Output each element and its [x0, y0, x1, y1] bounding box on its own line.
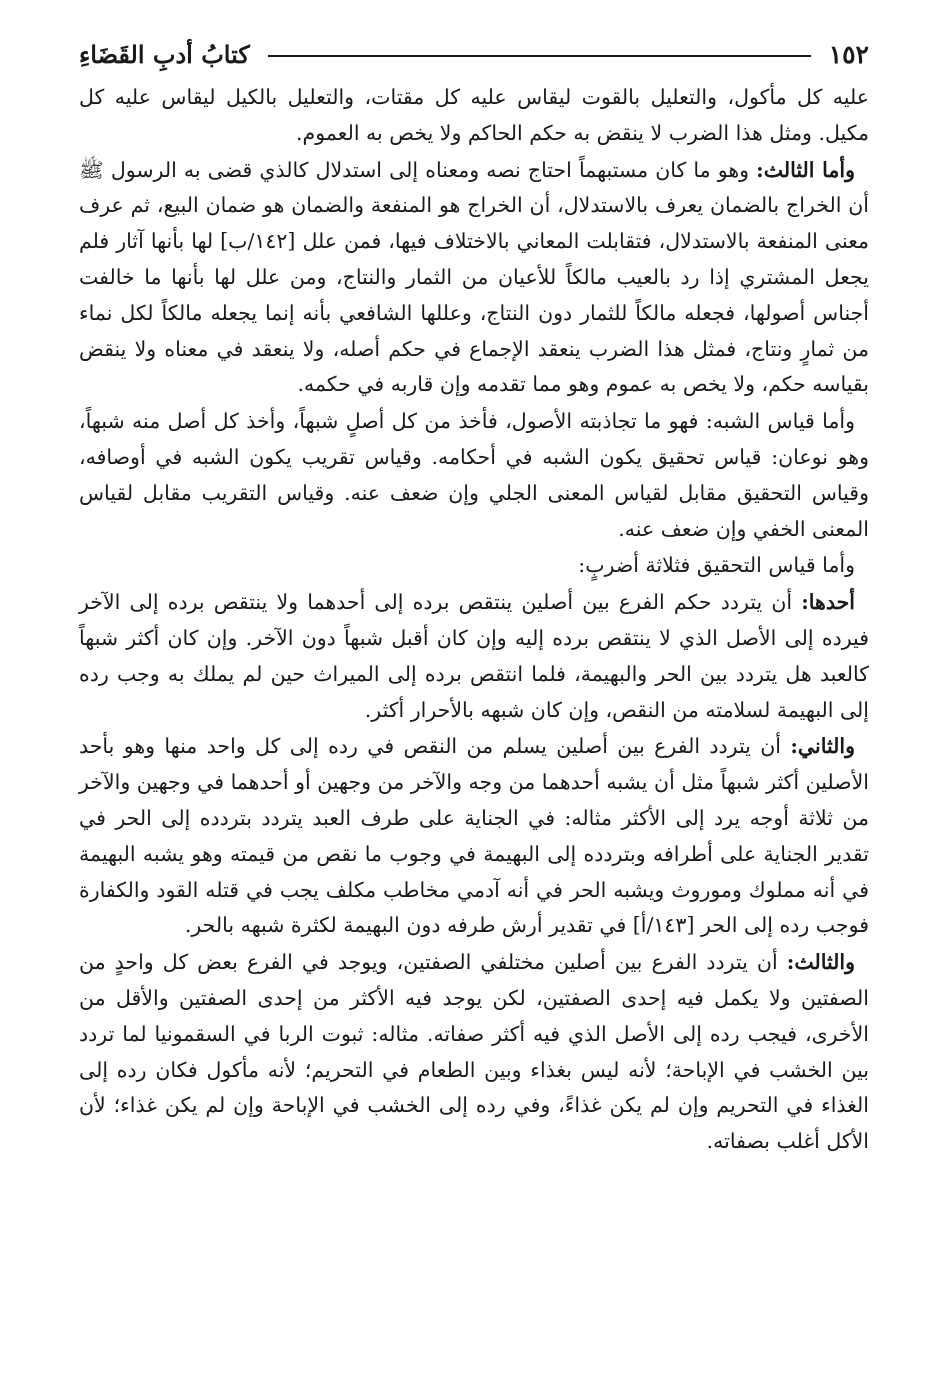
paragraph-lead: أحدها:	[801, 590, 855, 615]
paragraph	[79, 945, 869, 1160]
paragraph-lead: والثالث:	[786, 950, 855, 975]
paragraph-text: أن يتردد حكم الفرع بين أصلين ينتقص برده إلى أحدهما ولا ينتقص برده إلى الآخر فيرده إلى الأصل الذي لا ينتقص برده إليه وإن كان أقبل شبهاً دون الآخر. وإن كان أكثر شبهاً كالعبد هل يتردد بين الحر والبهيمة، فلما انتقص برده إلى الميراث حين لم يملك به وجب رده إلى البهيمة لسلامته من النقص، وإن كان شبهه بالأحرار أكثر.	[79, 590, 869, 722]
paragraph	[79, 80, 869, 152]
paragraph-text: أن يتردد الفرع بين أصلين يسلم من النقص في رده إلى كل واحد منها وهو بأحد الأصلين أكثر شبهاً مثل أن يشبه أحدهما من وجه والآخر من وجهين أو أحدهما في وجهين والآخر من ثلاثة أوجه يرد إلى الأكثر مثاله: في الجناية على طرف العبد يتردد بتردده إلى الحر في تقدير الجناية على أطرافه وبتردده إلى البهيمة في وجوب ما نقص من قيمته وهو يشبه البهيمة في أنه مملوك وموروث ويشبه الحر في أنه آدمي مخاطب مكلف يجب في قتله القود والكفارة فوجب رده إلى الحر [١٤٣/أ] في تقدير أرش طرفه دون البهيمة لكثرة شبهه بالحر.	[79, 734, 869, 938]
book-page	[79, 34, 869, 1161]
paragraph	[79, 585, 869, 728]
paragraph	[79, 153, 869, 404]
paragraph-text: وهو ما كان مستبهماً احتاج نصه ومعناه إلى استدلال كالذي قضى به الرسول ﷺ أن الخراج بالضمان يعرف بالاستدلال، أن الخراج هو المنفعة والضمان هو ضمان البيع، ثم عرف معنى المنفعة بالاستدلال، فتقابلت المعاني بالاختلاف فيها، فمن علل [١٤٢/ب] لها بأنها آثار فلم يجعل المشتري إذا رد بالعيب مالكاً للأعيان من الثمار والنتاج، ومن علل لها بأنها ما خالفت أجناس أصولها، فجعله مالكاً للثمار دون النتاج، وعللها الشافعي بأنه إنما يجعله مالكاً لكل نماء من ثمارٍ ونتاج، فمثل هذا الضرب ينعقد الإجماع في حكم أصله، ولا ينعقد في معناه ولا ينقض بقياسه حكم، ولا يخص به عموم وهو مما تقدمه وإن قاربه في حكمه.	[79, 157, 869, 397]
body-text	[79, 80, 869, 1160]
paragraph	[79, 729, 869, 944]
paragraph-text: وأما قياس الشبه: فهو ما تجاذبته الأصول، فأخذ من كل أصلٍ شبهاً، وأخذ كل أصل منه شبهاً، وهو نوعان: قياس تحقيق يكون الشبه في أحكامه. وقياس تقريب يكون الشبه في أوصافه، وقياس التحقيق مقابل لقياس المعنى الجلي وإن ضعف عنه. وقياس التقريب مقابل لقياس المعنى الخفي وإن ضعف عنه.	[79, 409, 869, 541]
paragraph	[79, 404, 869, 547]
paragraph-text: عليه كل مأكول، والتعليل بالقوت ليقاس عليه كل مقتات، والتعليل بالكيل ليقاس عليه كل مكيل. ومثل هذا الضرب لا ينقض به حكم الحاكم ولا يخص به العموم.	[79, 85, 869, 145]
paragraph-lead: والثاني:	[790, 734, 855, 759]
paragraph-text: أن يتردد الفرع بين أصلين مختلفي الصفتين، ويوجد في الفرع بعض كل واحدٍ من الصفتين ولا يكمل فيه إحدى الصفتين، لكن يوجد فيه الأكثر من إحدى الصفتين والأقل من الأخرى، فيجب رده إلى الأصل الذي فيه أكثر صفاته. مثاله: ثبوت الربا في السقمونيا لما تردد بين الخشب في الإباحة؛ لأنه ليس بغذاء وبين الطعام في التحريم؛ لأنه مأكول فكان رده إلى الغذاء في التحريم وإن لم يكن غذاءً، وفي رده إلى الخشب في الإباحة وإن لم يكن غذاء؛ لأن الأكل أغلب بصفاته.	[79, 950, 869, 1154]
header-rule	[268, 55, 811, 57]
paragraph-text: وأما قياس التحقيق فثلاثة أضربٍ:	[578, 553, 855, 578]
page-number: ١٥٢	[828, 39, 869, 69]
running-header	[79, 34, 869, 74]
book-title: كتابُ أدبِ القَضَاءِ	[79, 39, 250, 69]
paragraph-lead: وأما الثالث:	[756, 157, 855, 182]
paragraph	[79, 548, 869, 584]
